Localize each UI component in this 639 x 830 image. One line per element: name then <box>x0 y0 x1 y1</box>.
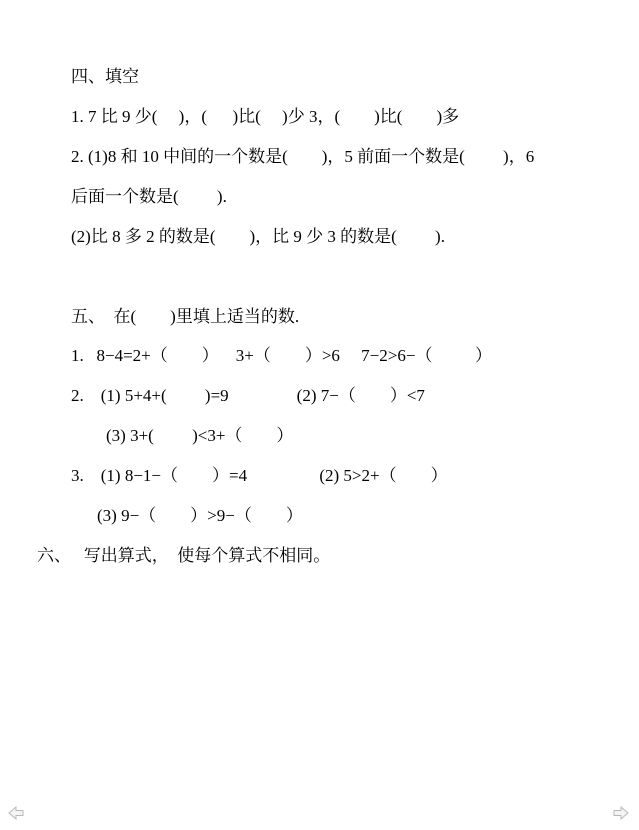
left-arrow-icon[interactable] <box>8 806 24 820</box>
section-five-heading: 五、 在( )里填上适当的数. <box>71 307 300 326</box>
right-arrow-icon[interactable] <box>613 806 629 820</box>
section-four-question-2-line-3: (2)比 8 多 2 的数是( )，比 9 少 3 的数是( ). <box>71 227 445 246</box>
section-five-question-3-line-1: 3. (1) 8−1−（ ）=4 (2) 5>2+（ ） <box>71 466 448 485</box>
section-four-heading: 四、填空 <box>71 67 139 86</box>
section-five-question-2-line-2: (3) 3+( )<3+（ ） <box>106 426 294 445</box>
section-four-question-2-line-1: 2. (1)8 和 10 中间的一个数是( )，5 前面一个数是( )，6 <box>71 147 535 166</box>
section-five-question-3-line-2: (3) 9−（ ）>9−（ ） <box>97 506 303 525</box>
section-five-question-1: 1. 8−4=2+（ ） 3+（ ）>6 7−2>6−（ ） <box>71 346 492 365</box>
section-four-question-2-line-2: 后面一个数是( ). <box>71 187 227 206</box>
section-six-heading: 六、 写出算式， 使每个算式不相同。 <box>37 546 331 565</box>
section-four-question-1: 1. 7 比 9 少( )，( )比( )少 3，( )比( )多 <box>71 107 460 126</box>
section-five-question-2-line-1: 2. (1) 5+4+( )=9 (2) 7−（ ）<7 <box>71 386 425 405</box>
